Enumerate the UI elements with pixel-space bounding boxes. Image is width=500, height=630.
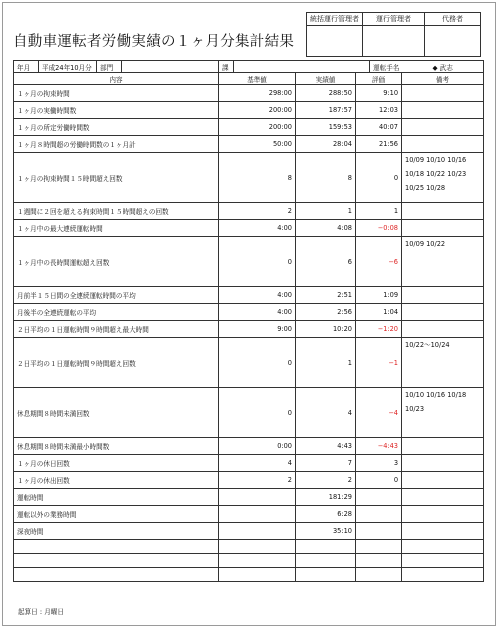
row-kijun: 0: [219, 237, 296, 287]
row-jisseki: 1: [296, 338, 356, 388]
row-label: 深夜時間: [14, 523, 219, 540]
row-label: １ヶ月の所定労働時間数: [14, 119, 219, 136]
header-naiyo: 内容: [14, 73, 219, 85]
row-hyoka: 12:03: [356, 102, 402, 119]
row-kijun: 0: [219, 338, 296, 388]
row-jisseki: 6: [296, 237, 356, 287]
row-kijun: [219, 506, 296, 523]
nengetsu-label: 年月: [14, 61, 39, 73]
driver-name: ◆ 武志: [430, 61, 484, 73]
header-jisseki: 実績値: [296, 73, 356, 85]
row-label: 月後半の全連続運転の平均: [14, 304, 219, 321]
row-jisseki: 181:29: [296, 489, 356, 506]
approval-stamp-daimu[interactable]: [425, 26, 481, 57]
table-row: [14, 287, 484, 304]
row-hyoka: −4: [356, 388, 402, 438]
table-row: [14, 237, 484, 287]
row-biko: [402, 489, 484, 506]
approval-label-daimu: 代務者: [425, 13, 481, 26]
table-row: [14, 136, 484, 153]
row-biko: [402, 136, 484, 153]
table-row: [14, 338, 484, 388]
nengetsu-value: 平成24年10月分: [39, 61, 97, 73]
blank-cell: [296, 554, 356, 568]
row-kijun: 0: [219, 388, 296, 438]
blank-cell: [14, 540, 219, 554]
row-label: １ヶ月の実働時間数: [14, 102, 219, 119]
row-biko: 10/09 10/22: [402, 237, 484, 287]
row-label: １ヶ月中の長時間運転超え回数: [14, 237, 219, 287]
row-hyoka: −6: [356, 237, 402, 287]
table-row: [14, 388, 484, 438]
row-jisseki: 2:56: [296, 304, 356, 321]
footer-kisanbi: 起算日 : 月曜日: [18, 608, 64, 616]
table-row: [14, 85, 484, 102]
bumon-value: [122, 61, 219, 73]
row-hyoka: −4:43: [356, 438, 402, 455]
row-hyoka: [356, 506, 402, 523]
row-biko: 10/10 10/16 10/18 10/23: [402, 388, 484, 438]
row-kijun: 4: [219, 455, 296, 472]
row-kijun: 9:00: [219, 321, 296, 338]
row-jisseki: 8: [296, 153, 356, 203]
row-biko: [402, 455, 484, 472]
table-row: [14, 523, 484, 540]
row-kijun: [219, 489, 296, 506]
row-hyoka: 3: [356, 455, 402, 472]
row-biko: [402, 506, 484, 523]
blank-row: [14, 554, 484, 568]
row-hyoka: 0: [356, 153, 402, 203]
row-biko: [402, 85, 484, 102]
table-row: [14, 321, 484, 338]
row-biko: [402, 304, 484, 321]
row-jisseki: 159:53: [296, 119, 356, 136]
table-row: [14, 304, 484, 321]
blank-row: [14, 540, 484, 554]
row-kijun: [219, 523, 296, 540]
row-label: １ヶ月の拘束時間: [14, 85, 219, 102]
row-kijun: 0:00: [219, 438, 296, 455]
approval-label-unko: 運行管理者: [363, 13, 425, 26]
row-hyoka: 21:56: [356, 136, 402, 153]
row-kijun: 200:00: [219, 102, 296, 119]
row-kijun: 2: [219, 203, 296, 220]
row-label: 休息期間８時間未満最小時間数: [14, 438, 219, 455]
row-jisseki: 7: [296, 455, 356, 472]
row-label: １ヶ月中の最大連続運転時間: [14, 220, 219, 237]
row-biko: [402, 203, 484, 220]
row-kijun: 4:00: [219, 304, 296, 321]
row-label: １ヶ月の休日回数: [14, 455, 219, 472]
info-row: [14, 61, 484, 73]
row-kijun: 298:00: [219, 85, 296, 102]
blank-cell: [296, 540, 356, 554]
table-row: [14, 102, 484, 119]
blank-cell: [219, 568, 296, 582]
blank-row: [14, 568, 484, 582]
blank-cell: [14, 568, 219, 582]
row-label: 運転以外の業務時間: [14, 506, 219, 523]
row-jisseki: 28:04: [296, 136, 356, 153]
row-biko: [402, 287, 484, 304]
row-biko: 10/09 10/10 10/16 10/18 10/22 10/23 10/25 10/28: [402, 153, 484, 203]
row-label: ２日平均の１日運転時間９時間超え最大時間: [14, 321, 219, 338]
header-biko: 備考: [402, 73, 484, 85]
row-hyoka: 1:04: [356, 304, 402, 321]
row-jisseki: 4:43: [296, 438, 356, 455]
blank-cell: [402, 568, 484, 582]
bumon-label: 部門: [97, 61, 122, 73]
approval-stamp-unko[interactable]: [363, 26, 425, 57]
blank-cell: [296, 568, 356, 582]
row-label: 休息期間８時間未満回数: [14, 388, 219, 438]
row-hyoka: 40:07: [356, 119, 402, 136]
page-title: 自動車運転者労働実績の１ヶ月分集計結果: [13, 34, 295, 50]
blank-cell: [219, 554, 296, 568]
row-label: 運転時間: [14, 489, 219, 506]
row-hyoka: 1:09: [356, 287, 402, 304]
row-biko: [402, 119, 484, 136]
row-jisseki: 1: [296, 203, 356, 220]
table-row: [14, 489, 484, 506]
row-hyoka: [356, 523, 402, 540]
row-biko: [402, 102, 484, 119]
row-label: ２日平均の１日運転時間９時間超え回数: [14, 338, 219, 388]
row-label: １週間に２回を超える拘束時間１５時間超えの回数: [14, 203, 219, 220]
row-biko: [402, 523, 484, 540]
row-jisseki: 2: [296, 472, 356, 489]
row-biko: [402, 220, 484, 237]
table-row: [14, 153, 484, 203]
ka-value: [234, 61, 370, 73]
driver-label: 運転手名: [370, 61, 430, 73]
row-kijun: 200:00: [219, 119, 296, 136]
blank-cell: [219, 540, 296, 554]
row-hyoka: −0:08: [356, 220, 402, 237]
ka-label: 課: [219, 61, 234, 73]
row-kijun: 8: [219, 153, 296, 203]
row-kijun: 2: [219, 472, 296, 489]
header-row: [14, 73, 484, 85]
row-biko: [402, 472, 484, 489]
blank-cell: [402, 554, 484, 568]
row-label: １ヶ月８時間超の労働時間数の１ヶ月計: [14, 136, 219, 153]
row-jisseki: 4: [296, 388, 356, 438]
table-row: [14, 220, 484, 237]
row-jisseki: 2:51: [296, 287, 356, 304]
table-row: [14, 455, 484, 472]
row-biko: [402, 438, 484, 455]
table-row: [14, 506, 484, 523]
row-biko: [402, 321, 484, 338]
blank-cell: [14, 554, 219, 568]
row-jisseki: 10:20: [296, 321, 356, 338]
row-kijun: 4:00: [219, 287, 296, 304]
row-jisseki: 288:50: [296, 85, 356, 102]
row-kijun: 50:00: [219, 136, 296, 153]
row-label: １ヶ月の休出回数: [14, 472, 219, 489]
approval-stamp-tokatsu[interactable]: [307, 26, 363, 57]
row-hyoka: −1: [356, 338, 402, 388]
row-hyoka: 0: [356, 472, 402, 489]
row-label: 月前半１５日間の全連続運転時間の平均: [14, 287, 219, 304]
row-hyoka: −1:20: [356, 321, 402, 338]
blank-cell: [356, 540, 402, 554]
row-hyoka: [356, 489, 402, 506]
table-row: [14, 203, 484, 220]
approval-label-tokatsu: 統括運行管理者: [307, 13, 363, 26]
blank-cell: [356, 568, 402, 582]
blank-cell: [356, 554, 402, 568]
row-jisseki: 187:57: [296, 102, 356, 119]
row-jisseki: 35:10: [296, 523, 356, 540]
row-jisseki: 4:08: [296, 220, 356, 237]
table-row: [14, 438, 484, 455]
approval-stamp-boxes: [306, 12, 481, 57]
table-row: [14, 119, 484, 136]
row-kijun: 4:00: [219, 220, 296, 237]
header-kijun: 基準値: [219, 73, 296, 85]
summary-table: [13, 60, 484, 582]
blank-cell: [402, 540, 484, 554]
row-jisseki: 6:28: [296, 506, 356, 523]
row-label: １ヶ月の拘束時間１５時間超え回数: [14, 153, 219, 203]
row-biko: 10/22～10/24: [402, 338, 484, 388]
row-hyoka: 1: [356, 203, 402, 220]
header-hyoka: 評価: [356, 73, 402, 85]
row-hyoka: 9:10: [356, 85, 402, 102]
table-row: [14, 472, 484, 489]
